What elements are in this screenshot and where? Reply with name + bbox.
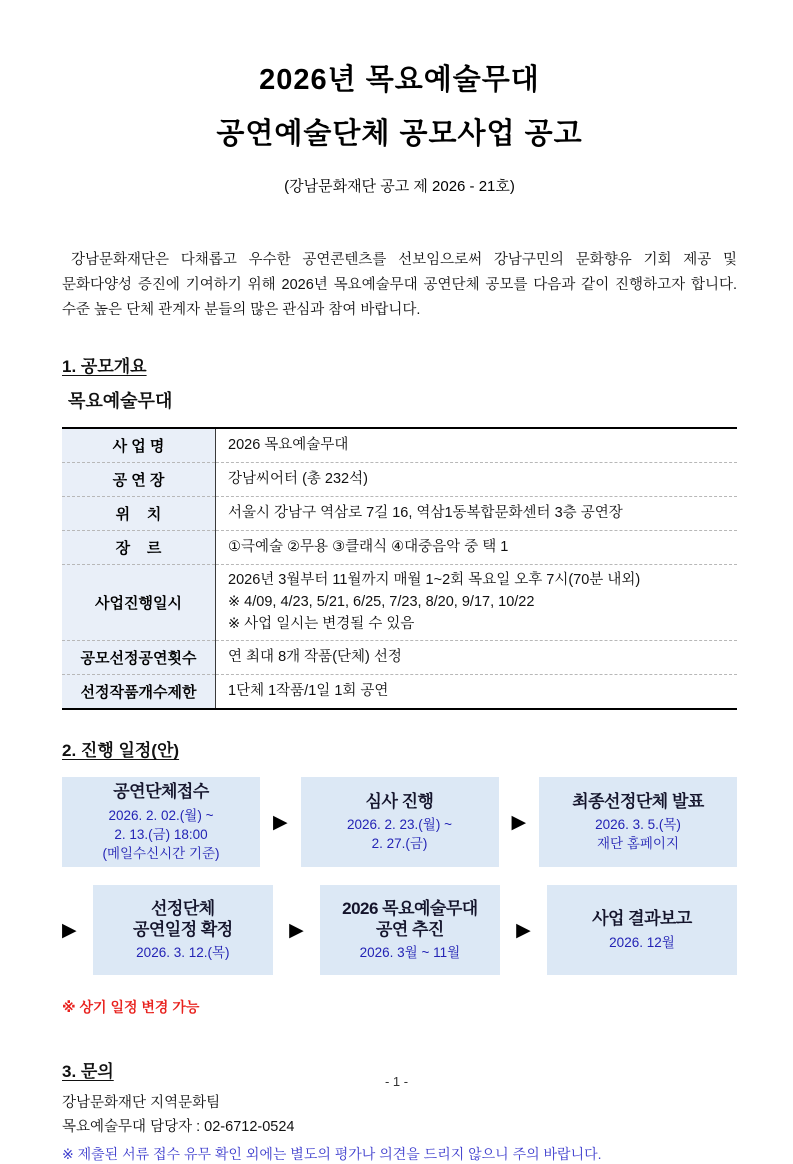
flow-step-dates: [360, 944, 461, 963]
flow-step-date: 2026. 12월: [609, 934, 675, 950]
contact-note: ※ 제출된 서류 접수 유무 확인 외에는 별도의 평가나 의견을 드리지 않으니 주의 바랍니다.: [62, 1146, 602, 1163]
flow-step-title: 공연단체접수: [113, 782, 209, 802]
row-value: [216, 565, 738, 641]
row-label: 공모선정공연횟수: [62, 641, 216, 675]
row-value: ①극예술 ②무용 ③클래식 ④대중음악 중 택 1: [216, 531, 738, 565]
flow-step-title: 최종선정단체 발표: [572, 791, 704, 811]
flow-step-date: 2026. 3. 12.(목): [136, 945, 230, 961]
title-block: [62, 54, 737, 196]
flow-step-performances: [320, 885, 500, 975]
table-row: [62, 565, 737, 641]
flow-step-dates: [609, 934, 675, 953]
flow-step-date: (메일수신시간 기준): [102, 845, 220, 861]
section-overview: [62, 352, 737, 710]
flow-step-date: 2026. 2. 02.(월) ~: [108, 807, 214, 823]
row-value-line: 2026년 3월부터 11월까지 매월 1~2회 목요일 오후 7시(70분 내외): [228, 572, 641, 589]
row-value: 1단체 1작품/1일 1회 공연: [228, 683, 389, 700]
table-row: [62, 675, 737, 710]
flow-step-dates: [136, 944, 229, 963]
flow-step-date: 2026. 3. 5.(목): [595, 817, 681, 833]
page-title-line-1: 2026년 목요예술무대: [259, 64, 540, 96]
flow-step-schedule-confirm: [93, 885, 273, 975]
flow-row-1: [62, 777, 737, 867]
flow-step-title: 공연일정 확정: [132, 920, 233, 939]
contact-team: 강남문화재단 지역문화팀: [62, 1095, 221, 1112]
table-row: [62, 641, 737, 675]
flow-step-date: 2026. 3월 ~ 11월: [359, 945, 461, 961]
row-value: 연 최대 8개 작품(단체) 선정: [216, 641, 738, 675]
contact-phone: 목요예술무대 담당자 : 02-6712-0524: [62, 1119, 295, 1136]
right-arrow-icon: ▶: [511, 811, 527, 833]
flow-row-2: [62, 885, 737, 975]
section1-heading: 1. 공모개요: [62, 357, 147, 377]
flow-step-date: 2026. 2. 23.(월) ~: [347, 817, 452, 833]
row-value: 강남씨어터 (총 232석): [216, 463, 738, 497]
row-value: 2026 목요예술무대: [216, 428, 738, 463]
flow-step-final-report: [547, 885, 737, 975]
flow-step-title: 심사 진행: [365, 791, 434, 811]
flow-step-date: 재단 홈페이지: [597, 836, 679, 852]
overview-table: [62, 427, 737, 710]
row-label: 사 업 명: [62, 428, 216, 463]
flow-step-announcement: [539, 777, 737, 867]
page-number: - 1 -: [384, 1074, 409, 1089]
section1-subheading: 목요예술무대: [68, 391, 173, 412]
flow-step-date: 2. 27.(금): [371, 836, 428, 852]
notice-number: (강남문화재단 공고 제 2026 - 21호): [284, 178, 515, 196]
table-row: [62, 497, 737, 531]
row-label: 위 치: [62, 497, 216, 531]
row-label: 사업진행일시: [62, 565, 216, 641]
row-label: 공 연 장: [62, 463, 216, 497]
page-title-line-2: 공연예술단체 공모사업 공고: [216, 117, 583, 150]
table-row: [62, 428, 737, 463]
table-row: [62, 531, 737, 565]
section-schedule: [62, 736, 737, 1017]
row-value-line: ※ 4/09, 4/23, 5/21, 6/25, 7/23, 8/20, 9/17, 10/22: [228, 593, 535, 610]
right-arrow-icon: ▶: [272, 811, 288, 833]
section3-heading: 3. 문의: [62, 1062, 114, 1082]
right-arrow-icon: ▶: [289, 919, 304, 941]
row-label: 선정작품개수제한: [62, 675, 216, 710]
flow-step-application: [62, 777, 260, 867]
schedule-change-note: ※ 상기 일정 변경 가능: [62, 999, 200, 1016]
flow-step-title: 공연 추진: [375, 920, 444, 939]
right-arrow-icon: ▶: [516, 919, 531, 941]
flow-step-review: [301, 777, 499, 867]
section2-heading: 2. 진행 일정(안): [62, 741, 180, 761]
right-arrow-icon: ▶: [62, 919, 77, 941]
flow-step-title: 선정단체: [150, 898, 215, 918]
intro-paragraph: 강남문화재단은 다채롭고 우수한 공연콘텐츠를 선보임으로써 강남구민의 문화향유 기회 제공 및 문화다양성 증진에 기여하기 위해 2026년 목요예술무대 공연단체 공모를 다음과 같이 진행하고자 합니다. 수준 높은 단체 관계자 분들의 많은 관심과 참여 바랍니다.: [62, 252, 737, 318]
flow-step-dates: [347, 816, 452, 854]
flow-step-title: 2026 목요예술무대: [342, 898, 478, 918]
flow-step-dates: [102, 807, 219, 864]
flow-step-title: 사업 결과보고: [592, 909, 692, 929]
table-row: [62, 463, 737, 497]
row-value-line: ※ 사업 일시는 변경될 수 있음: [228, 615, 415, 632]
flow-step-date: 2. 13.(금) 18:00: [114, 826, 208, 842]
row-label: 장 르: [62, 531, 216, 565]
row-value: 서울시 강남구 역삼로 7길 16, 역삼1동복합문화센터 3층 공연장: [216, 497, 738, 531]
flow-step-dates: [595, 816, 681, 854]
